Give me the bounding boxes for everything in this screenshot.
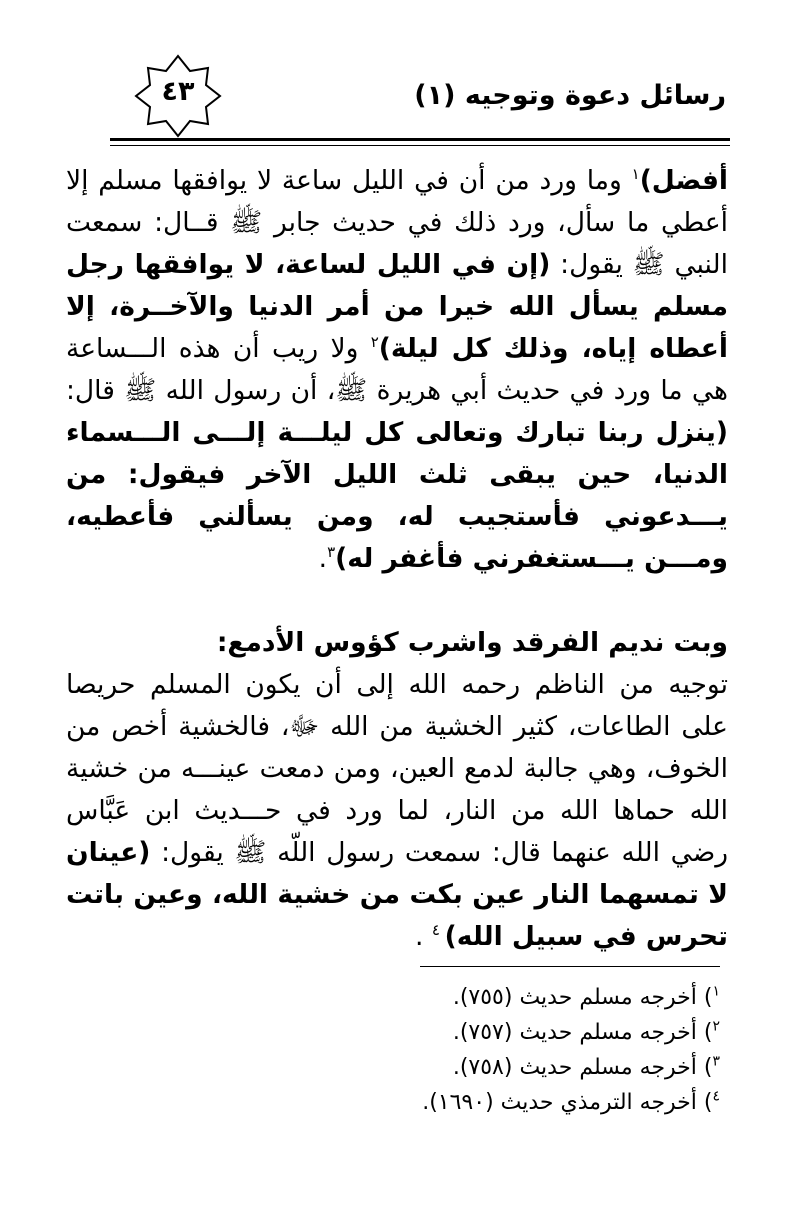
- body-text-segment: توجيه من الناظم رحمه الله إلى أن يكون المسلم حريصا على الطاعات، كثير الخشية من الله ﷻ، فالخشية أخص من الخوف، وهي جالبة لدمع العين، ومن دمعت عينـــه من خشية الله حماها الله من النار، لما ورد في حـــديث ابن عَبَّاس رضي الله عنهما قال: سمعت رسول اللّه ﷺ يقول:: [66, 669, 728, 868]
- paragraph-night-hour: [66, 160, 728, 580]
- hadith-quote: (ينزل ربنا تبارك وتعالى كل ليلـــة إلـــى الـــسماء الدنيا، حين يبقى ثلث الليل الآخر فيقول: من يـــدعوني فأستجيب له، ومن يسألني فأعطيه، ومـــن يـــستغفرني فأغفر له): [66, 417, 728, 574]
- footnote-text: ) أخرجه الترمذي حديث (١٦٩٠).: [422, 1090, 713, 1115]
- page-header: [128, 54, 730, 138]
- footnote-item: [200, 980, 720, 1015]
- book-title: رسائل دعوة وتوجيه (١): [414, 80, 726, 111]
- footnote-text: ) أخرجه مسلم حديث (٧٥٧).: [452, 1020, 713, 1045]
- footnote-item: [200, 1015, 720, 1050]
- header-rule-thick: [110, 138, 730, 141]
- footnote-reference: ٢: [370, 333, 379, 352]
- footnote-reference: ٣: [327, 543, 336, 562]
- footnote-item: [200, 1050, 720, 1085]
- footnote-mark: ٤: [712, 1088, 720, 1105]
- body-text-segment: ولا ريب أن هذه الـــساعة هي ما ورد في حديث أبي هريرة ﷺ، أن رسول الله ﷺ قال:: [66, 333, 728, 406]
- footnote-mark: ١: [712, 983, 720, 1000]
- footnote-mark: ٣: [712, 1053, 720, 1070]
- hadith-quote: (إن في الليل لساعة، لا يوافقها رجل مسلم يسأل الله خيرا من أمر الدنيا والآخــرة، إلا أعطاه إياه، وذلك كل ليلة): [66, 249, 728, 364]
- footnotes: [200, 980, 720, 1120]
- page-number: ٤٣: [161, 76, 195, 107]
- page-number-badge: [134, 54, 222, 138]
- body-text-segment: وما ورد من أن في الليل ساعة لا يوافقها مسلم إلا أعطي ما سأل، ورد ذلك في حديث جابر ﷺ قــال: سمعت النبي ﷺ يقول:: [66, 165, 728, 280]
- footnote-item: [200, 1085, 720, 1120]
- header-rule-thin: [110, 145, 730, 146]
- footnote-text: ) أخرجه مسلم حديث (٧٥٥).: [452, 985, 713, 1010]
- hadith-quote: أفضل): [639, 165, 728, 196]
- body-text-segment: .: [318, 543, 328, 574]
- footnote-reference: ٤: [431, 921, 445, 940]
- footnote-separator: [420, 966, 720, 967]
- footnote-mark: ٢: [712, 1018, 720, 1035]
- main-text: [66, 160, 728, 958]
- footnote-reference: ١: [631, 165, 640, 184]
- footnote-text: ) أخرجه مسلم حديث (٧٥٨).: [452, 1055, 713, 1080]
- body-text-segment: .: [414, 921, 432, 952]
- paragraph-fear-of-god: [66, 664, 728, 958]
- hadith-quote: (عينان لا تمسهما النار عين بكت من خشية الله، وعين باتت تحرس في سبيل الله): [66, 837, 728, 952]
- verse-heading: وبت نديم الفرقد واشرب كؤوس الأدمع:: [216, 627, 728, 658]
